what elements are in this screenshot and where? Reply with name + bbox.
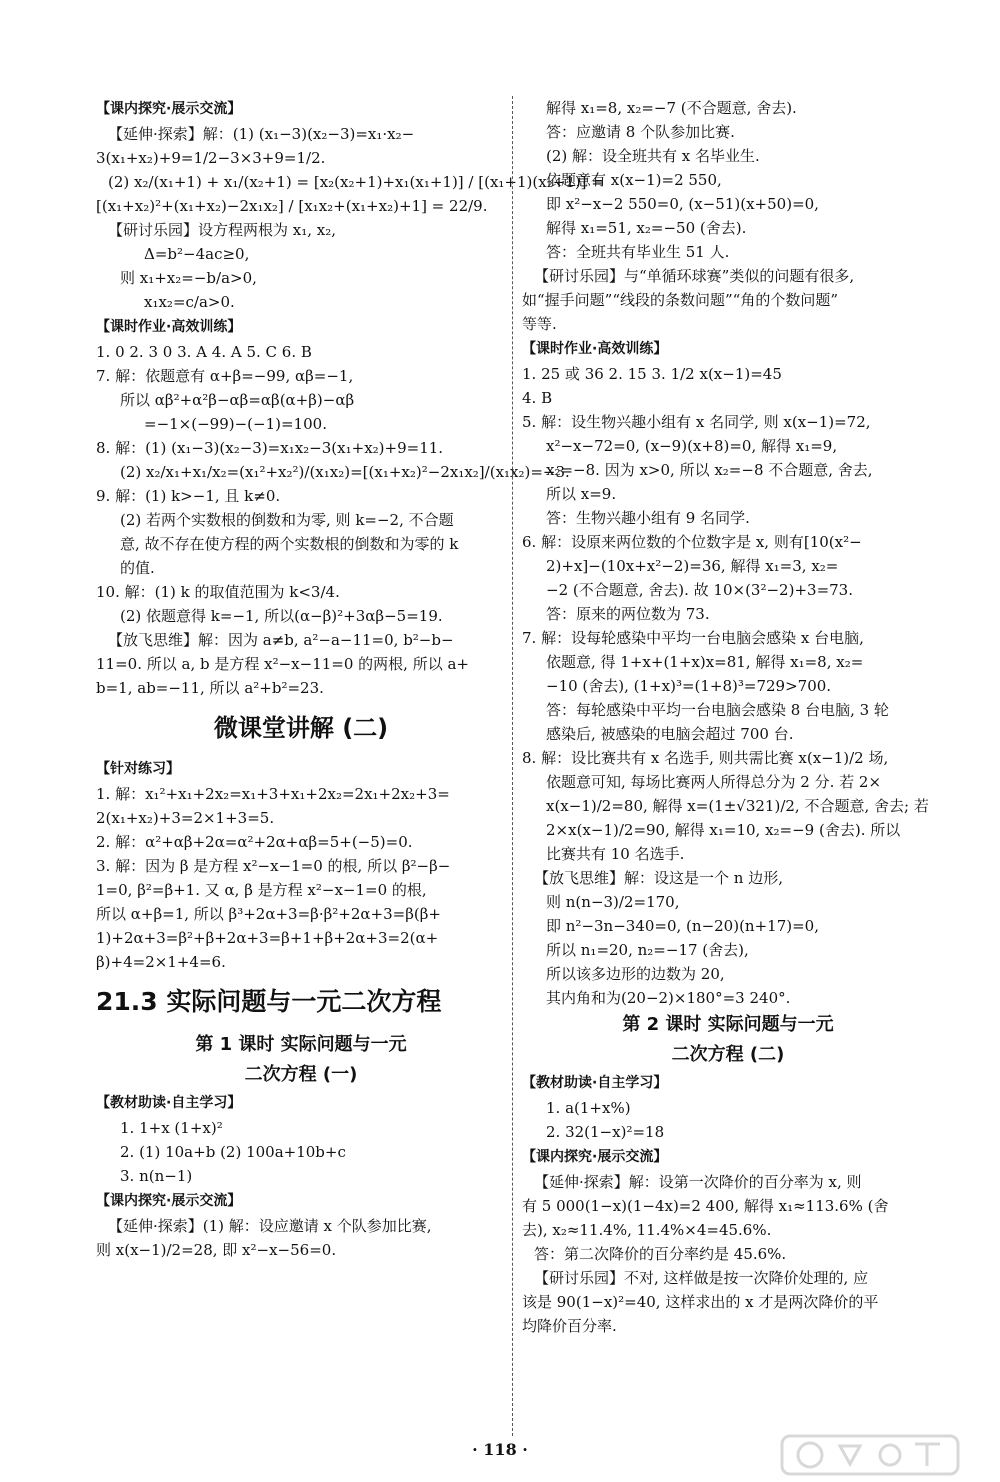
text-line: 则 x(x−1)/2=28, 即 x²−x−56=0. [96,1241,337,1259]
text-line: 3. n(n−1) [120,1167,193,1185]
text-line: 4. B [522,389,553,407]
text-line: 7. 解：依题意有 α+β=−99, αβ=−1, [96,367,354,385]
text-line: (2) 依题意得 k=−1, 所以(α−β)²+3αβ−5=19. [120,607,443,625]
text-line: 【放飞思维】解：设这是一个 n 边形, [534,869,783,887]
text-line: 7. 解：设每轮感染中平均一台电脑会感染 x 台电脑, [522,629,864,647]
lesson-heading: 二次方程 (一) [244,1064,358,1085]
text-line: 如“握手问题”“线段的条数问题”“角的个数问题” [522,291,839,309]
text-line: 答：第二次降价的百分率约是 45.6%. [534,1245,787,1263]
column-divider [512,96,513,1436]
text-line: 解得 x₁=51, x₂=−50 (舍去). [546,219,747,237]
text-line: 所以 αβ²+α²β−αβ=αβ(α+β)−αβ [120,391,355,409]
text-line: b=1, ab=−11, 所以 a²+b²=23. [96,679,324,697]
text-line: 则 n(n−3)/2=170, [546,893,680,911]
text-line: 所以 n₁=20, n₂=−17 (舍去), [546,941,749,959]
text-line: 答：应邀请 8 个队参加比赛. [546,123,735,141]
text-line: 答：每轮感染中平均一台电脑会感染 8 台电脑, 3 轮 [546,701,889,719]
text-line: [(x₁+x₂)²+(x₁+x₂)−2x₁x₂] / [x₁x₂+(x₁+x₂)+1] = 22/9. [96,197,488,215]
text-line: 的值. [120,559,155,577]
text-line: 【延伸·探索】(1) 解：设应邀请 x 个队参加比赛, [108,1217,432,1235]
text-line: 去), x₂≈11.4%, 11.4%×4=45.6%. [522,1221,772,1239]
right-column [522,96,934,1338]
text-line: Δ=b²−4ac≥0, [144,245,250,263]
text-line: x₂=−8. 因为 x>0, 所以 x₂=−8 不合题意, 舍去, [546,461,873,479]
text-line: 解得 x₁=8, x₂=−7 (不合题意, 舍去). [546,99,797,117]
text-line: 2. (1) 10a+b (2) 100a+10b+c [120,1143,346,1161]
text-line: x₁x₂=c/a>0. [144,293,235,311]
text-line: 所以该多边形的边数为 20, [546,965,725,983]
section-tag: 【课内探究·展示交流】 [522,1149,668,1165]
text-line: 所以 α+β=1, 所以 β³+2α+3=β·β²+2α+3=β(β+ [96,905,441,923]
text-line: =−1×(−99)−(−1)=100. [144,415,327,433]
text-line: 10. 解：(1) k 的取值范围为 k<3/4. [96,583,340,601]
text-line: 答：生物兴趣小组有 9 名同学. [546,509,750,527]
text-line: 依题意有 x(x−1)=2 550, [546,171,722,189]
text-line: (2) 若两个实数根的倒数和为零, 则 k=−2, 不合题 [120,511,454,529]
text-line: 即 n²−3n−340=0, (n−20)(n+17)=0, [546,917,819,935]
text-line: 1. a(1+x%) [546,1099,631,1117]
text-line: x(x−1)/2=80, 解得 x=(1±√321)/2, 不合题意, 舍去; 若 [546,797,929,815]
section-heading: 微课堂讲解 (二) [213,714,389,742]
text-line: (2) x₂/(x₁+1) + x₁/(x₂+1) = [x₂(x₂+1)+x₁(x₁+1)] / [(x₁+1)(x₂+1)] = [108,173,604,191]
text-line: 5. 解：设生物兴趣小组有 x 名同学, 则 x(x−1)=72, [522,413,871,431]
text-line: 均降价百分率. [522,1317,617,1335]
text-line: 1. 25 或 36 2. 15 3. 1/2 x(x−1)=45 [522,365,782,383]
text-line: 依题意, 得 1+x+(1+x)x=81, 解得 x₁=8, x₂= [546,653,864,671]
text-line: 3(x₁+x₂)+9=1/2−3×3+9=1/2. [96,149,326,167]
text-line: 该是 90(1−x)²=40, 这样求出的 x 才是两次降价的平 [522,1293,879,1311]
chapter-heading: 21.3 实际问题与一元二次方程 [96,987,442,1016]
text-line: 即 x²−x−2 550=0, (x−51)(x+50)=0, [546,195,819,213]
text-line: 2(x₁+x₂)+3=2×1+3=5. [96,809,275,827]
text-line: 1. 1+x (1+x)² [120,1119,223,1137]
text-line: 所以 x=9. [546,485,617,503]
text-line: 3. 解：因为 β 是方程 x²−x−1=0 的根, 所以 β²−β− [96,857,451,875]
text-line: 2)+x]−(10x+x²−2)=36, 解得 x₁=3, x₂= [546,557,839,575]
text-line: 【研讨乐园】不对, 这样做是按一次降价处理的, 应 [534,1269,869,1287]
text-line: 【延伸·探索】解：(1) (x₁−3)(x₂−3)=x₁·x₂− [108,125,415,143]
text-line: 1=0, β²=β+1. 又 α, β 是方程 x²−x−1=0 的根, [96,881,427,899]
lesson-heading: 第 2 课时 实际问题与一元 [622,1014,834,1035]
text-line: (2) 解：设全班共有 x 名毕业生. [546,147,760,165]
section-tag: 【课时作业·高效训练】 [522,341,668,357]
text-line: 其内角和为(20−2)×180°=3 240°. [546,989,791,1007]
text-line: 1)+2α+3=β²+β+2α+3=β+1+β+2α+3=2(α+ [96,929,439,947]
text-line: 【研讨乐园】设方程两根为 x₁, x₂, [108,221,337,239]
text-line: 答：原来的两位数为 73. [546,605,710,623]
section-tag: 【课内探究·展示交流】 [96,101,242,117]
text-line: 2. 32(1−x)²=18 [546,1123,665,1141]
text-line: 【研讨乐园】与“单循环球赛”类似的问题有很多, [534,267,855,285]
text-line: 意, 故不存在使方程的两个实数根的倒数和为零的 k [120,535,459,553]
watermark-logo [780,1432,960,1478]
text-line: −10 (舍去), (1+x)³=(1+8)³=729>700. [546,677,832,695]
text-line: 11=0. 所以 a, b 是方程 x²−x−11=0 的两根, 所以 a+ [96,655,469,673]
lesson-heading: 第 1 课时 实际问题与一元 [195,1034,407,1055]
text-line: 有 5 000(1−x)(1−4x)=2 400, 解得 x₁≈113.6% (舍 [522,1197,889,1215]
text-line: −2 (不合题意, 舍去). 故 10×(3²−2)+3=73. [546,581,853,599]
text-line: 1. 解：x₁²+x₁+2x₂=x₁+3+x₁+2x₂=2x₁+2x₂+3= [96,785,450,803]
text-line: 8. 解：设比赛共有 x 名选手, 则共需比赛 x(x−1)/2 场, [522,749,889,767]
section-tag: 【课时作业·高效训练】 [96,319,242,335]
section-tag: 【课内探究·展示交流】 [96,1193,242,1209]
text-line: 答：全班共有毕业生 51 人. [546,243,730,261]
text-line: 2. 解：α²+αβ+2α=α²+2α+αβ=5+(−5)=0. [96,833,413,851]
text-line: 6. 解：设原来两位数的个位数字是 x, 则有[10(x²− [522,533,862,551]
section-tag: 【针对练习】 [96,761,180,777]
text-line: 【延伸·探索】解：设第一次降价的百分率为 x, 则 [534,1173,862,1191]
text-line: x²−x−72=0, (x−9)(x+8)=0, 解得 x₁=9, [546,437,838,455]
text-line: 2×x(x−1)/2=90, 解得 x₁=10, x₂=−9 (舍去). 所以 [546,821,901,839]
text-line: (2) x₂/x₁+x₁/x₂=(x₁²+x₂²)/(x₁x₂)=[(x₁+x₂)²−2x₁x₂]/(x₁x₂)=−3. [120,463,570,481]
text-line: 8. 解：(1) (x₁−3)(x₂−3)=x₁x₂−3(x₁+x₂)+9=11. [96,439,444,457]
text-line: 感染后, 被感染的电脑会超过 700 台. [546,725,794,743]
lesson-heading: 二次方程 (二) [671,1044,785,1065]
section-tag: 【教材助读·自主学习】 [522,1075,668,1091]
page-number: · 118 · [472,1440,528,1459]
text-line: 则 x₁+x₂=−b/a>0, [120,269,257,287]
text-line: 9. 解：(1) k>−1, 且 k≠0. [96,487,281,505]
text-line: 依题意可知, 每场比赛两人所得总分为 2 分. 若 2× [546,773,882,791]
text-line: 等等. [522,315,557,333]
text-line: β)+4=2×1+4=6. [96,953,226,971]
text-line: 比赛共有 10 名选手. [546,845,685,863]
text-line: 【放飞思维】解：因为 a≠b, a²−a−11=0, b²−b− [108,631,454,649]
text-line: 1. 0 2. 3 0 3. A 4. A 5. C 6. B [96,343,312,361]
section-tag: 【教材助读·自主学习】 [96,1095,242,1111]
